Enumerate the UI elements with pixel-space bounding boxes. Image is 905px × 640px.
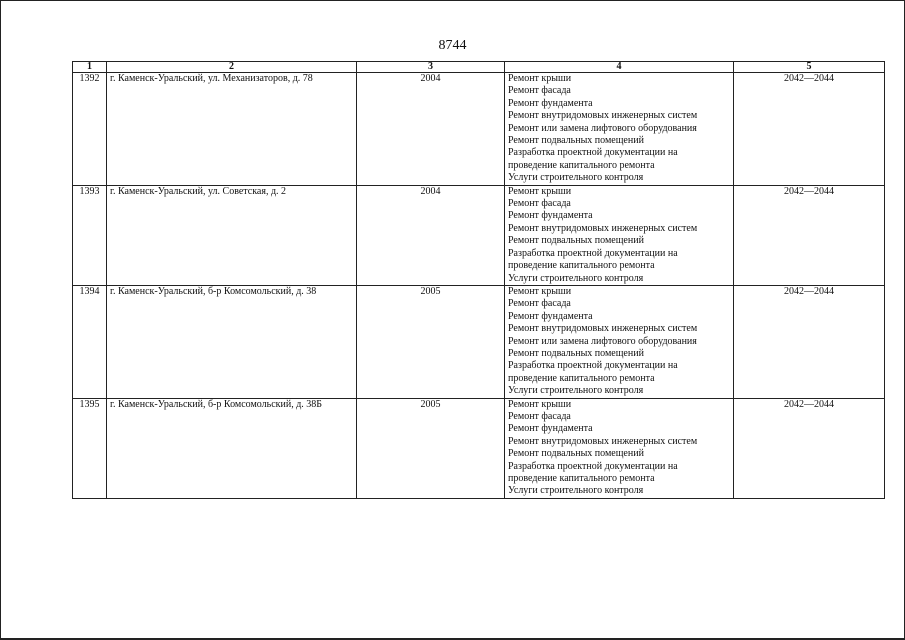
work-item: Услуги строительного контроля <box>508 172 644 184</box>
row-number: 1392 <box>73 73 107 186</box>
row-works <box>505 185 734 285</box>
table-row <box>73 398 885 498</box>
row-number: 1395 <box>73 398 107 498</box>
work-item: проведение капитального ремонта <box>508 372 655 384</box>
table-row <box>73 285 885 398</box>
work-item: проведение капитального ремонта <box>508 260 655 272</box>
column-header: 1 <box>73 62 107 73</box>
work-item: Ремонт фасада <box>508 198 571 210</box>
work-item: Ремонт подвальных помещений <box>508 135 644 147</box>
row-period: 2042—2044 <box>734 73 885 186</box>
row-address: г. Каменск-Уральский, ул. Механизаторов, д. 78 <box>107 73 357 186</box>
work-item: Ремонт фасада <box>508 410 571 422</box>
work-item: проведение капитального ремонта <box>508 159 655 171</box>
column-header: 4 <box>505 62 734 73</box>
work-item: Разработка проектной документации на <box>508 147 678 159</box>
row-address: г. Каменск-Уральский, б-р Комсомольский, д. 38 <box>107 285 357 398</box>
row-address: г. Каменск-Уральский, б-р Комсомольский, д. 38Б <box>107 398 357 498</box>
work-item: Ремонт подвальных помещений <box>508 448 644 460</box>
table-row <box>73 73 885 186</box>
table-body <box>73 73 885 499</box>
row-works <box>505 285 734 398</box>
work-item: Ремонт подвальных помещений <box>508 347 644 359</box>
work-item: проведение капитального ремонта <box>508 473 655 484</box>
work-item: Ремонт фасада <box>508 298 571 310</box>
page-number: 8744 <box>438 38 467 53</box>
row-year: 2004 <box>357 185 505 285</box>
row-number: 1393 <box>73 185 107 285</box>
work-item: Ремонт фундамента <box>508 423 593 435</box>
row-period: 2042—2044 <box>734 398 885 498</box>
work-item: Ремонт или замена лифтового оборудования <box>508 335 697 347</box>
work-item: Разработка проектной документации на <box>508 460 678 472</box>
row-works <box>505 73 734 186</box>
table-header-row <box>73 62 885 73</box>
column-header: 5 <box>734 62 885 73</box>
column-header: 2 <box>107 62 357 73</box>
row-period: 2042—2044 <box>734 185 885 285</box>
work-item: Ремонт крыши <box>508 73 572 84</box>
work-item: Ремонт крыши <box>508 285 572 297</box>
work-item: Ремонт фундамента <box>508 310 593 322</box>
table-row <box>73 185 885 285</box>
work-item: Разработка проектной документации на <box>508 247 678 259</box>
work-item: Ремонт фундамента <box>508 97 593 109</box>
row-address: г. Каменск-Уральский, ул. Советская, д. 2 <box>107 185 357 285</box>
row-works <box>505 398 734 498</box>
work-item: Ремонт внутридомовых инженерных систем <box>508 323 698 335</box>
work-item: Ремонт подвальных помещений <box>508 235 644 247</box>
row-year: 2005 <box>357 285 505 398</box>
work-item: Ремонт фундамента <box>508 210 593 222</box>
work-item: Услуги строительного контроля <box>508 385 644 397</box>
work-item: Ремонт крыши <box>508 398 572 410</box>
work-item: Ремонт крыши <box>508 185 572 197</box>
column-header: 3 <box>357 62 505 73</box>
work-item: Ремонт фасада <box>508 85 571 97</box>
work-item: Услуги строительного контроля <box>508 485 644 497</box>
work-item: Ремонт внутридомовых инженерных систем <box>508 110 698 122</box>
row-year: 2005 <box>357 398 505 498</box>
row-period: 2042—2044 <box>734 285 885 398</box>
row-year: 2004 <box>357 73 505 186</box>
work-item: Разработка проектной документации на <box>508 360 678 372</box>
work-item: Ремонт или замена лифтового оборудования <box>508 122 697 134</box>
work-item: Ремонт внутридомовых инженерных систем <box>508 435 698 447</box>
row-number: 1394 <box>73 285 107 398</box>
work-item: Ремонт внутридомовых инженерных систем <box>508 222 698 234</box>
capital-repair-table <box>72 61 885 499</box>
work-item: Услуги строительного контроля <box>508 272 644 284</box>
